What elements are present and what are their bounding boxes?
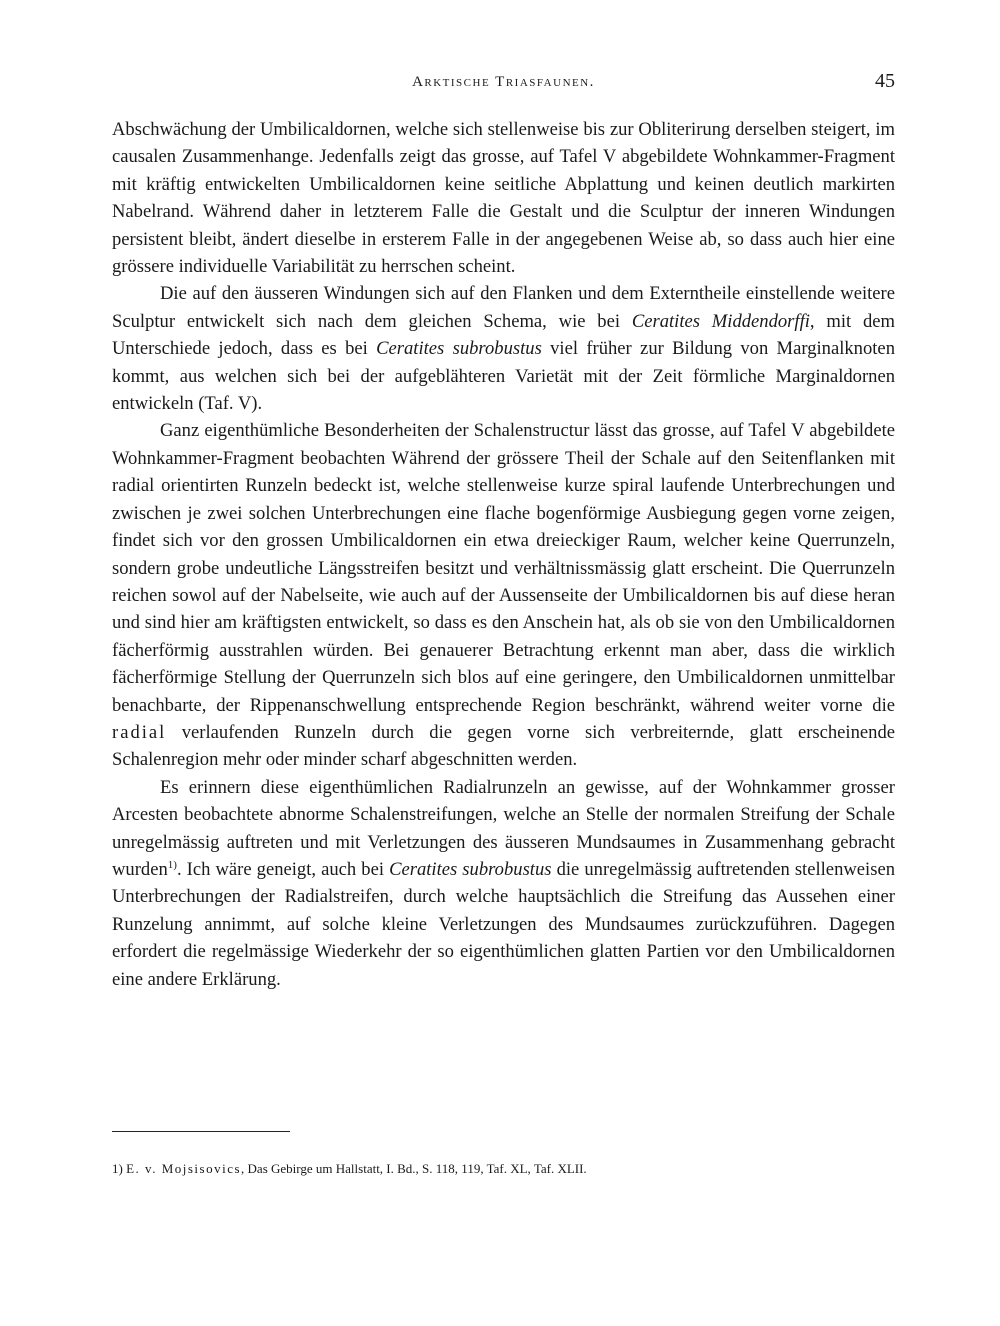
paragraph-text: die unregelmässig auftretenden stellenweisen Unterbrechungen der Radialstreifen, durch welche hauptsächlich die Streifung das Aussehen einer Runzelung annimmt, auf solche kleine Verletzungen des Mundsaumes zurückzuführen. Dagegen erfordert die regelmässige Wiederkehr der so eigenthümlichen glatten Partien vor den Umbilicaldornen eine andere Erklärung. (112, 858, 895, 990)
paragraph (112, 280, 895, 417)
footnote-text: , Das Gebirge um Hallstatt, I. Bd., S. 118, 119, Taf. XL, Taf. XLII. (241, 1161, 587, 1176)
species-name: Ceratites Middendorffi (631, 310, 810, 332)
paragraph (112, 774, 895, 993)
paragraph-text: Es erinnern diese eigenthümlichen Radialrunzeln an gewisse, auf der Wohnkammer grosser Arcesten beobachtete abnorme Schalenstreifungen, welche an Stelle der normalen Streifung der Schale unregelmässig auftreten und mit Verletzungen des äusseren Mundsaumes in Zusammenhang gebracht wurden (112, 776, 895, 880)
footnote (112, 1160, 895, 1178)
footnote-marker: 1) (112, 1161, 123, 1176)
paragraph-text: , mit dem Unterschiede jedoch, dass es bei (112, 310, 895, 360)
footnote-author: E. v. Mojsisovics (126, 1161, 242, 1176)
paragraph-text: verlaufenden Runzeln durch die gegen vorne sich verbreiternde, glatt erscheinende Schalenregion mehr oder minder scharf abgeschnitten werden. (112, 721, 895, 771)
species-name: Ceratites subrobustus (376, 338, 542, 360)
paragraph (112, 417, 895, 773)
emphasized-text: radial (112, 721, 167, 743)
paragraph-text: Abschwächung der Umbilicaldornen, welche sich stellenweise bis zur Obliterirung derselben steigert, im causalen Zusammenhange. Jedenfalls zeigt das grosse, auf Tafel V abgebildete Wohnkammer-Fragment mit kräftig entwickelten Umbilicaldornen keine seitliche Abplattung und keinen deutlich markirten Nabelrand. Während daher in letzterem Falle die Gestalt und die Sculptur der inneren Windungen persistent bleibt, ändert dieselbe in ersterem Falle in der angegebenen Weise ab, so dass auch hier eine grössere individuelle Variabilität zu herrschen scheint. (112, 119, 895, 278)
footnote-reference: 1) (167, 858, 177, 871)
paragraph-text: viel früher zur Bildung von Marginalknoten kommt, aus welchen sich bei der aufgeblähteren Varietät mit der Zeit förmliche Marginaldornen entwickeln (Taf. V). (112, 338, 895, 415)
species-name: Ceratites subrobustus (389, 858, 552, 880)
paragraph-text: Ganz eigenthümliche Besonderheiten der Schalenstructur lässt das grosse, auf Tafel V abgebildete Wohnkammer-Fragment beobachten Während der grössere Theil der Schale auf den Seitenflanken mit radial orientirten Runzeln bedeckt ist, welche stellenweise kurze spiral laufende Unterbrechungen und zwischen je zwei solchen Unterbrechungen eine flache bogenförmige Ausbiegung gegen vorne zeigen, findet sich vor den grossen Umbilicaldornen ein etwa dreieckiger Raum, welcher keine Querrunzeln, sondern grobe undeutliche Längsstreifen besitzt und verhältnissmässig glatt erscheint. Die Querrunzeln reichen sowol auf der Nabelseite, wie auch auf der Aussenseite der Umbilicaldornen bis auf diese heran und sind hier am kräftigsten entwickelt, so dass es den Anschein hat, als ob sie von den Umbilicaldornen fächerförmig ausstrahlen würden. Bei genauerer Betrachtung erkennt man aber, dass die wirklich fächerförmige Stellung der Querrunzeln sich blos auf eine geringere, den Umbilicaldornen unmittelbar benachbarte, der Rippenanschwellung entsprechende Region beschränkt, während weiter vorne die (112, 420, 895, 716)
paragraph-text: Die auf den äusseren Windungen sich auf den Flanken und dem Externtheile einstellende weitere Sculptur entwickelt sich nach dem gleichen Schema, wie bei (112, 283, 895, 332)
footnote-divider (112, 1131, 290, 1132)
running-title: Arktische Triasfaunen. (412, 74, 595, 90)
page-number: 45 (875, 70, 895, 92)
running-header (112, 70, 895, 98)
paragraph (112, 116, 895, 280)
body-text (112, 116, 895, 993)
paragraph-text: . Ich wäre geneigt, auch bei (176, 858, 390, 880)
